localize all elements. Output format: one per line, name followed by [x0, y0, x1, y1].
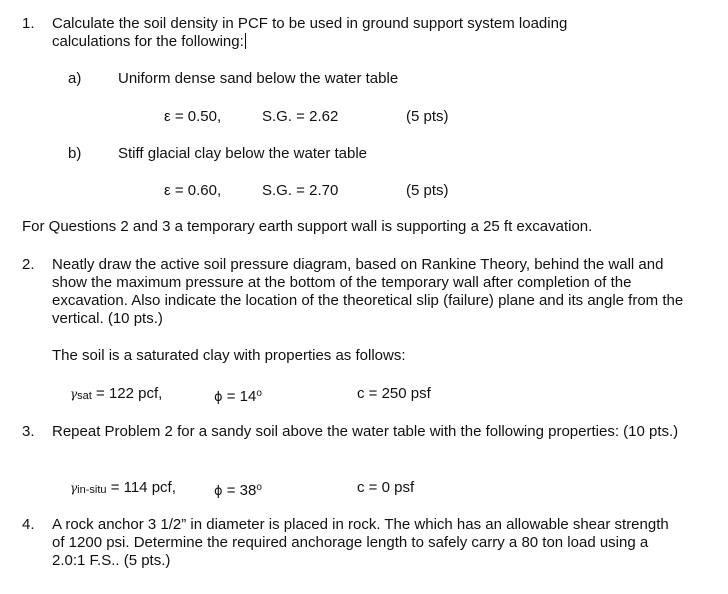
q1b-void-ratio: ε = 0.60,	[164, 182, 222, 199]
q1a-text: Uniform dense sand below the water table	[118, 70, 399, 87]
q1a-points: (5 pts)	[406, 108, 449, 125]
q1-number: 1.	[22, 15, 35, 32]
q1a-specific-gravity: S.G. = 2.62	[262, 108, 339, 125]
q3-text: Repeat Problem 2 for a sandy soil above the water table with the following properties: (10 pts.)	[52, 423, 679, 440]
intro-text: For Questions 2 and 3 a temporary earth support wall is supporting a 25 ft excavation.	[22, 218, 593, 235]
phi-symbol: ϕ	[214, 484, 223, 499]
q2-text: Neatly draw the active soil pressure diagram, based on Rankine Theory, behind the wall and show the maximum pressure at the bottom of the temporary wall after completion of the excavation. Also indicate the location of the theoretical slip (failure) plane and its angle from the vertical. (10 pts.)	[52, 256, 684, 327]
gamma-symbol: γ	[70, 481, 78, 495]
q2-cohesion: c = 250 psf	[357, 385, 431, 402]
q3-number: 3.	[22, 423, 35, 440]
gamma-symbol: γ	[70, 387, 78, 401]
q1a-label: a)	[68, 70, 82, 87]
q2-number: 2.	[22, 256, 35, 273]
q1b-label: b)	[68, 145, 82, 162]
q1b-specific-gravity: S.G. = 2.70	[262, 182, 339, 199]
q3-cohesion: c = 0 psf	[357, 479, 415, 496]
q4-text: A rock anchor 3 1/2” in diameter is placed in rock. The which has an allowable shear strength of 1200 psi. Determine the required anchorage length to safely carry a 80 ton load using a 2.0:1 F.S.. (5 pts.)	[52, 516, 669, 569]
q1b-points: (5 pts)	[406, 182, 449, 199]
q4-number: 4.	[22, 516, 35, 533]
q3-friction-angle: $\phi = 38^o$	[214, 482, 262, 499]
text-cursor	[245, 33, 246, 49]
q2-soil-text: The soil is a saturated clay with properties as follows:	[52, 347, 406, 364]
q1a-void-ratio: ε = 0.50,	[164, 108, 222, 125]
q1-text[interactable]: Calculate the soil density in PCF to be used in ground support system loading calculations for the following:	[52, 15, 568, 50]
phi-symbol: ϕ	[214, 390, 223, 405]
q2-friction-angle: $\phi = 14^o$	[214, 388, 262, 405]
q2-unit-weight: γsat = 122 pcf,	[70, 385, 163, 402]
q1b-text: Stiff glacial clay below the water table	[118, 145, 368, 162]
q3-unit-weight: γin-situ = 114 pcf,	[70, 479, 176, 496]
